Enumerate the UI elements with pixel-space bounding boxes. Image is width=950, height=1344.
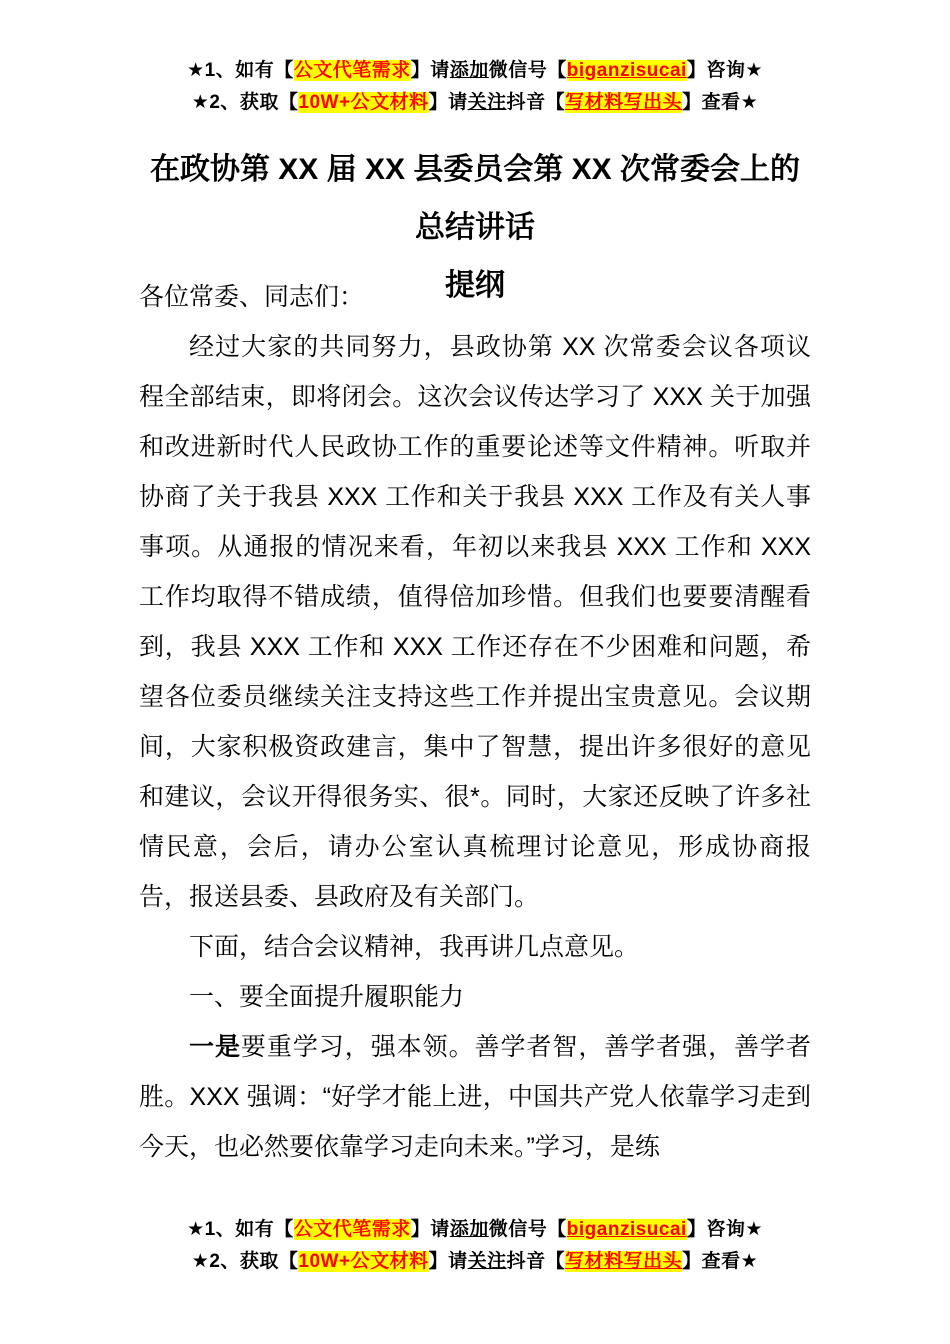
text-segment: 】咨询★ xyxy=(686,1219,763,1240)
text-segment: ★1、如有【 xyxy=(187,60,294,81)
paragraph xyxy=(139,972,811,1022)
text-segment: 抖音【 xyxy=(506,92,566,113)
paragraph xyxy=(139,1022,811,1172)
promo-line xyxy=(0,55,950,87)
text-segment: 】请 xyxy=(410,1219,450,1240)
highlighted-keyword: 公文代笔需求 xyxy=(293,1219,411,1240)
text-segment: 要重学习，强本领。善学者智，善学者强，善学者胜。XXX 强调：“好学才能上进，中国共产党人依靠学习走到今天，也必然要依靠学习走向未来。”学习，是练 xyxy=(139,1033,811,1161)
text-segment: 各位常委、同志们： xyxy=(139,283,365,311)
text-segment: 经过大家的共同努力，县政协第 XX 次常委会议各项议程全部结束，即将闭会。这次会议传达学习了 XXX 关于加强和改进新时代人民政协工作的重要论述等文件精神。听取并协商了关于我县 XXX 工作和关于我县 XXX 工作及有关人事事项。从通报的情况来看，年初以来我县 XXX 工作和 XXX 工作均取得不错成绩，值得倍加珍惜。但我们也要要清醒看到，我县 XXX 工作和 XXX 工作还存在不少困难和问题，希望各位委员继续关注支持这些工作并提出宝贵意见。会议期间，大家积极资政建言，集中了智慧，提出许多很好的意见和建议，会议开得很务实、很*。同时，大家还反映了许多社情民意，会后，请办公室认真梳理讨论意见，形成协商报告，报送县委、县政府及有关部门。 xyxy=(139,333,811,911)
promo-line xyxy=(0,1246,950,1278)
underlined-word: 添加 xyxy=(449,1219,489,1240)
text-segment: 】请 xyxy=(428,1251,468,1272)
underlined-word: 关注 xyxy=(467,1251,507,1272)
text-segment: 】咨询★ xyxy=(686,60,763,81)
text-segment: 抖音【 xyxy=(506,1251,566,1272)
paragraph xyxy=(139,272,811,322)
title-line-2: 提纲 xyxy=(445,269,505,302)
text-segment: 】请 xyxy=(428,92,468,113)
promo-header xyxy=(0,55,950,119)
text-segment: 一、要全面提升履职能力 xyxy=(189,983,465,1011)
highlighted-wechat-id: biganzisucai xyxy=(566,60,687,81)
highlighted-keyword: 公文代笔需求 xyxy=(293,60,411,81)
paragraph xyxy=(139,922,811,972)
paragraph xyxy=(139,322,811,922)
promo-footer xyxy=(0,1214,950,1278)
bold-lead-in: 一是 xyxy=(189,1033,241,1061)
highlighted-douyin-name: 写材料写出头 xyxy=(565,92,683,113)
text-segment: 微信号【 xyxy=(488,1219,567,1240)
title-line-1: 在政协第 XX 届 XX 县委员会第 XX 次常委会上的总结讲话 xyxy=(149,153,801,244)
highlighted-douyin-name: 写材料写出头 xyxy=(565,1251,683,1272)
text-segment: ★2、获取【 xyxy=(191,92,299,113)
text-segment: ★1、如有【 xyxy=(187,1219,294,1240)
highlighted-wechat-id: biganzisucai xyxy=(566,1219,687,1240)
text-segment: 】请 xyxy=(410,60,450,81)
promo-line xyxy=(0,87,950,119)
document-body xyxy=(139,272,811,1172)
text-segment: 】查看★ xyxy=(682,92,759,113)
text-segment: ★2、获取【 xyxy=(191,1251,299,1272)
text-segment: 下面，结合会议精神，我再讲几点意见。 xyxy=(189,933,640,961)
highlighted-keyword: 10W+公文材料 xyxy=(298,1251,429,1272)
promo-line xyxy=(0,1214,950,1246)
text-segment: 】查看★ xyxy=(682,1251,759,1272)
text-segment: 微信号【 xyxy=(488,60,567,81)
highlighted-keyword: 10W+公文材料 xyxy=(298,92,429,113)
underlined-word: 添加 xyxy=(449,60,489,81)
underlined-word: 关注 xyxy=(467,92,507,113)
